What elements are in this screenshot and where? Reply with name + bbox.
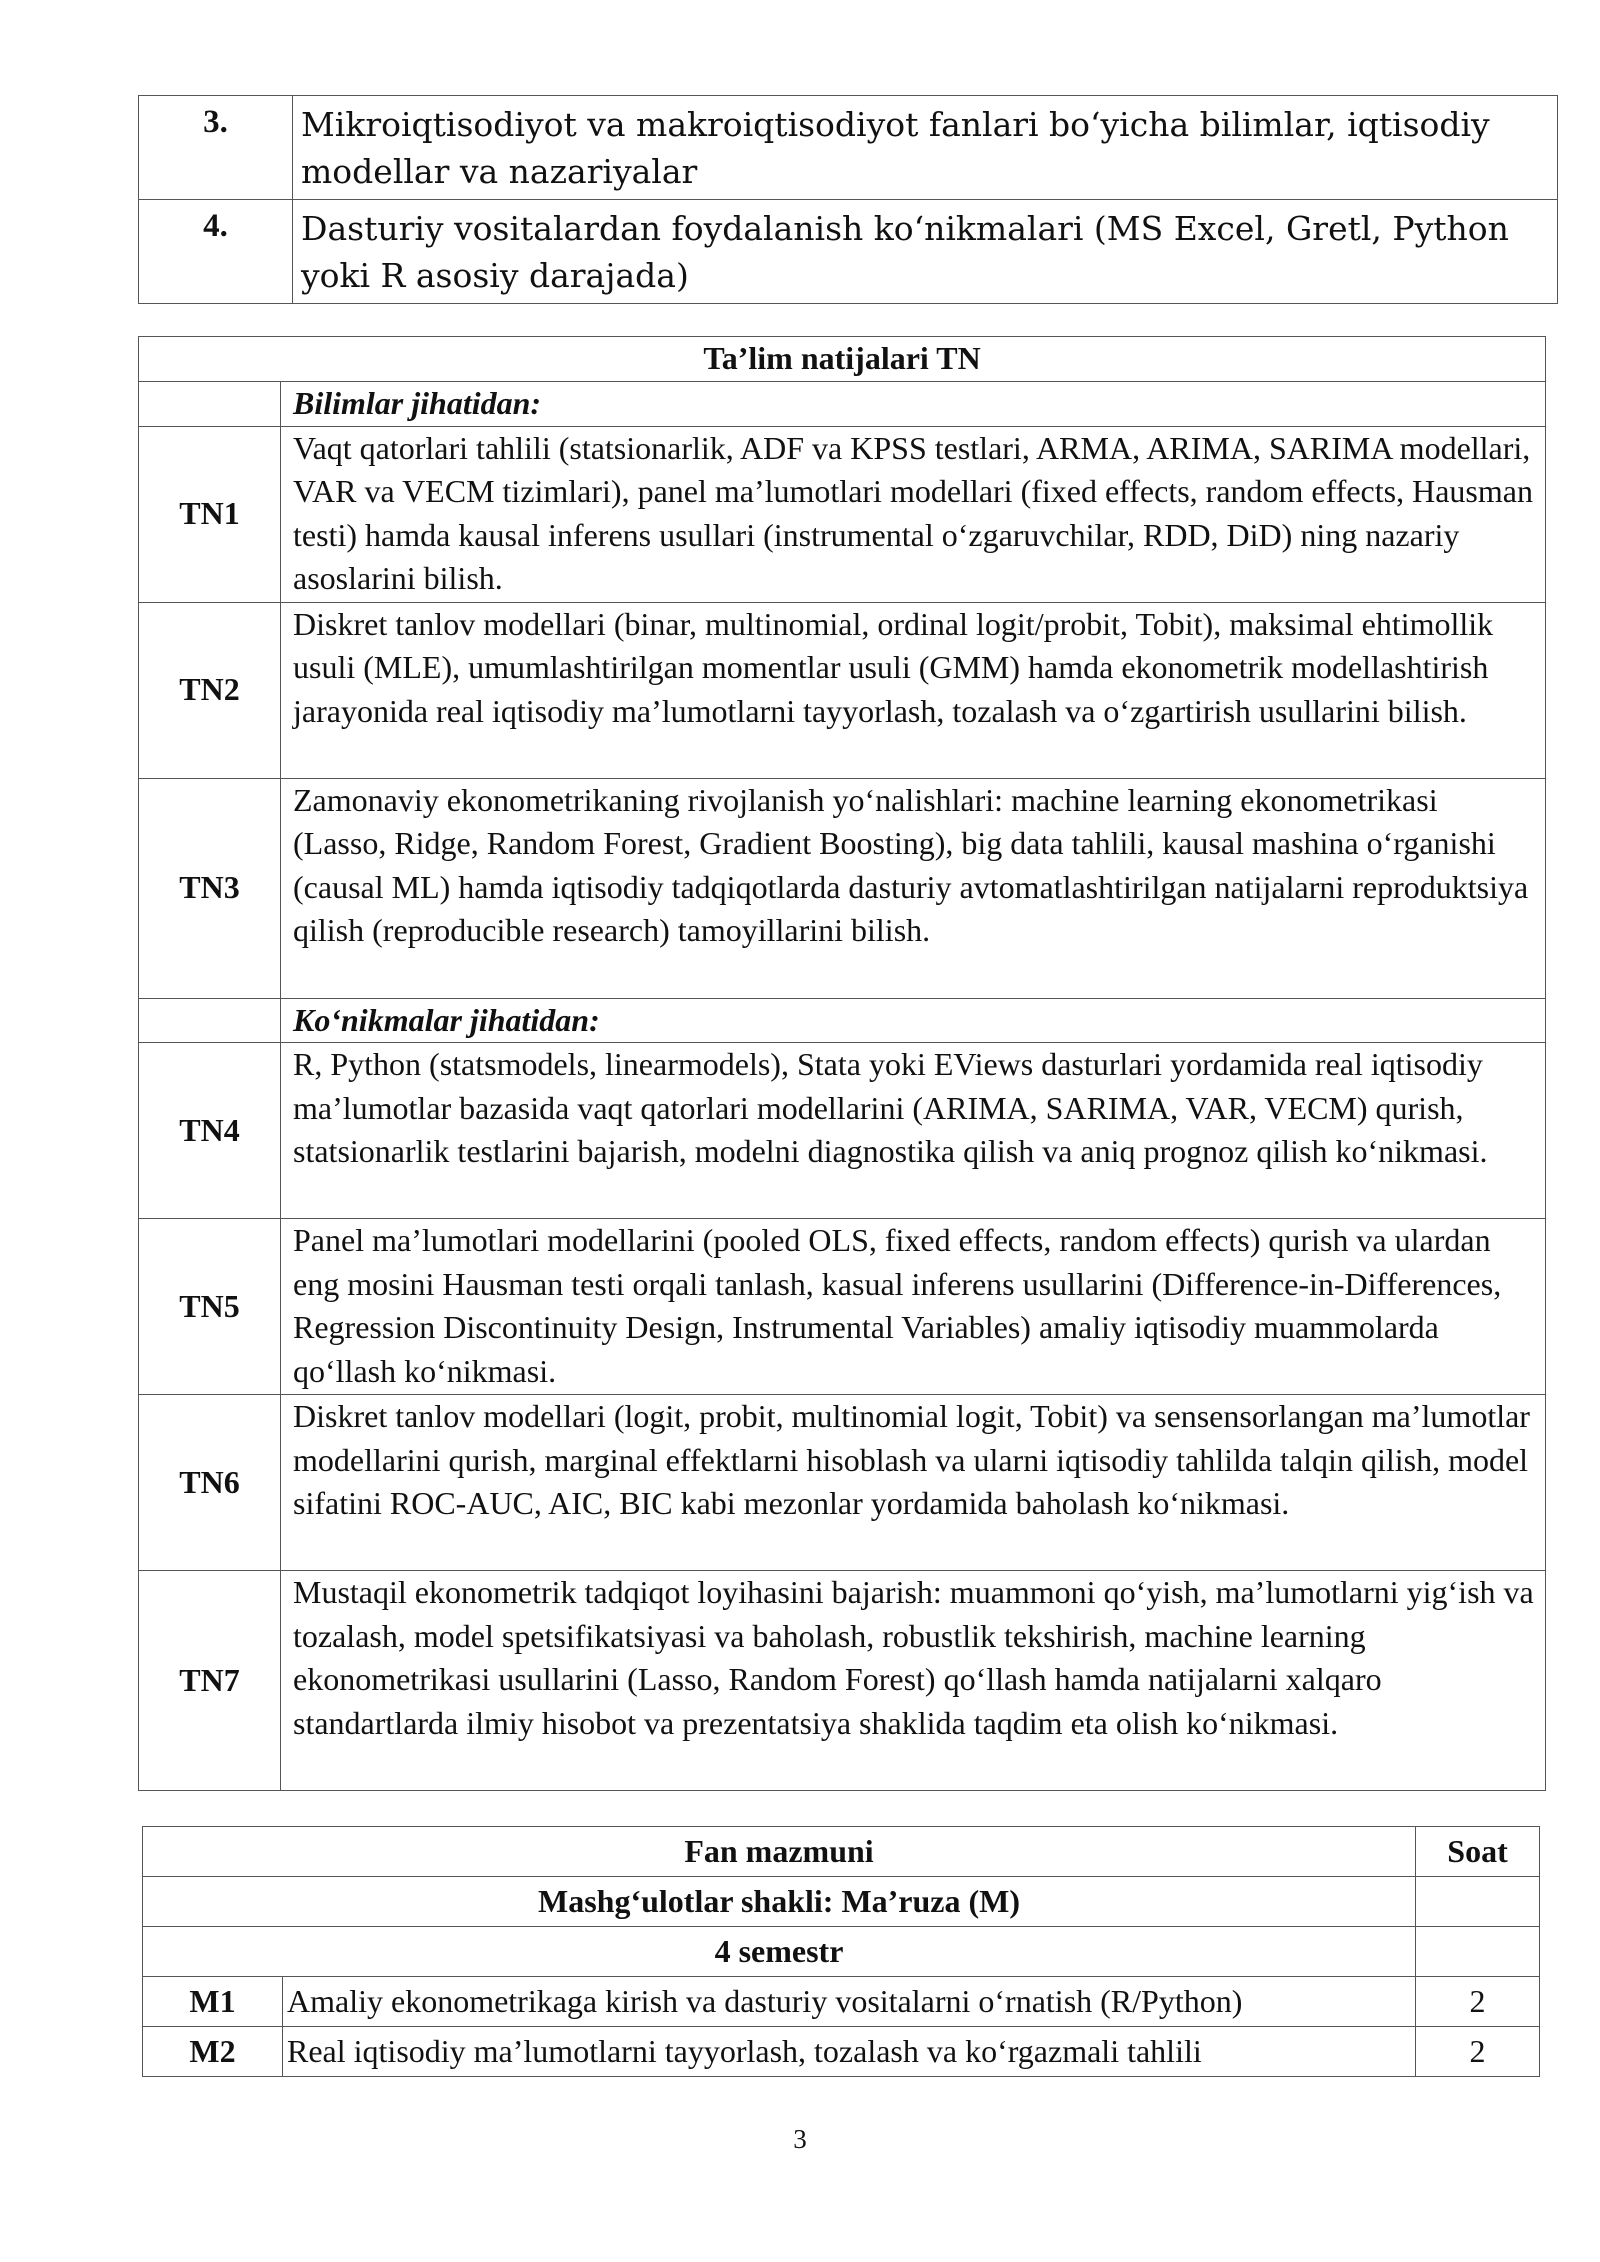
outcome-code: TN2 (139, 602, 281, 778)
table-row (143, 2027, 1540, 2077)
empty-cell (1416, 1927, 1540, 1977)
row-text: Mikroiqtisodiyot va makroiqtisodiyot fanlari bo‘yicha bilimlar, iqtisodiy modellar va nazariyalar (293, 96, 1558, 200)
table-row (143, 1977, 1540, 2027)
table-row (139, 426, 1546, 602)
outcome-text: Diskret tanlov modellari (logit, probit, multinomial logit, Tobit) va sensensorlangan ma’lumotlar modellarini qurish, marginal effektlarni hisoblash va ularni iqtisodiy tahlilda talqin qilish, model sifatini ROC-AUC, AIC, BIC kabi mezonlar yordamida baholash ko‘nikmasi. (281, 1395, 1546, 1571)
section-row (143, 1927, 1540, 1977)
empty-cell (1416, 1877, 1540, 1927)
outcome-code: TN7 (139, 1571, 281, 1791)
table-header-row (139, 337, 1546, 382)
skills-header: Ko‘nikmalar jihatidan: (281, 998, 1546, 1043)
lecture-title: Real iqtisodiy ma’lumotlarni tayyorlash, tozalash va ko‘rgazmali tahlili (283, 2027, 1416, 2077)
outcome-text: Panel ma’lumotlari modellarini (pooled OLS, fixed effects, random effects) qurish va ulardan eng mosini Hausman testi orqali tanlash, kasual inferens usullarini (Difference-in-Differences, Regression Discontinuity Design, Instrumental Variables) amaliy iqtisodiy muammolarda qo‘llash ko‘nikmasi. (281, 1219, 1546, 1395)
learning-outcomes-table (138, 336, 1546, 1791)
page-number: 3 (793, 2124, 807, 2154)
prerequisites-table (138, 95, 1558, 304)
outcome-code: TN5 (139, 1219, 281, 1395)
table-row (139, 96, 1558, 200)
section-row (139, 382, 1546, 427)
outcome-text: Mustaqil ekonometrik tadqiqot loyihasini bajarish: muammoni qo‘yish, ma’lumotlarni yig‘ish va tozalash, model spetsifikatsiyasi va baholash, robustlik tekshirish, machine learning ekonometrikasi usullarini (Lasso, Random Forest) qo‘llash hamda natijalarni xalqaro standartlarda ilmiy hisobot va prezentatsiya shaklida taqdim eta olish ko‘nikmasi. (281, 1571, 1546, 1791)
table-row (139, 200, 1558, 304)
row-number: 4. (139, 200, 293, 304)
section-row (139, 998, 1546, 1043)
knowledge-header: Bilimlar jihatidan: (281, 382, 1546, 427)
outcome-text: Vaqt qatorlari tahlili (statsionarlik, ADF va KPSS testlari, ARMA, ARIMA, SARIMA modellari, VAR va VECM tizimlari), panel ma’lumotlari modellari (fixed effects, random effects, Hausman testi) hamda kausal inferens usullari (instrumental o‘zgaruvchilar, RDD, DiD) ning nazariy asoslarini bilish. (281, 426, 1546, 602)
table-row (139, 1219, 1546, 1395)
table-row (139, 778, 1546, 998)
lecture-code: M1 (143, 1977, 283, 2027)
hours-header: Soat (1416, 1827, 1540, 1877)
row-text: Dasturiy vositalardan foydalanish ko‘nikmalari (MS Excel, Gretl, Python yoki R asosiy darajada) (293, 200, 1558, 304)
content-title: Fan mazmuni (143, 1827, 1416, 1877)
section-row (143, 1877, 1540, 1927)
lesson-form: Mashg‘ulotlar shakli: Ma’ruza (M) (143, 1877, 1416, 1927)
outcome-code: TN1 (139, 426, 281, 602)
semester-label: 4 semestr (143, 1927, 1416, 1977)
row-number: 3. (139, 96, 293, 200)
course-content-table (142, 1826, 1540, 2077)
outcome-text: Zamonaviy ekonometrikaning rivojlanish yo‘nalishlari: machine learning ekonometrikasi (Lasso, Ridge, Random Forest, Gradient Boosting), big data tahlili, kausal mashina o‘rganishi (causal ML) hamda iqtisodiy tadqiqotlarda dasturiy avtomatlashtirilgan natijalarni reproduktsiya qilish (reproducible research) tamoyillarini bilish. (281, 778, 1546, 998)
table-row (139, 1571, 1546, 1791)
lecture-code: M2 (143, 2027, 283, 2077)
outcome-code: TN3 (139, 778, 281, 998)
table-row (139, 1395, 1546, 1571)
lecture-hours: 2 (1416, 2027, 1540, 2077)
outcome-text: Diskret tanlov modellari (binar, multinomial, ordinal logit/probit, Tobit), maksimal ehtimollik usuli (MLE), umumlashtirilgan momentlar usuli (GMM) hamda ekonometrik modellashtirish jarayonida real iqtisodiy ma’lumotlarni tayyorlash, tozalash va o‘zgartirish usullarini bilish. (281, 602, 1546, 778)
outcome-text: R, Python (statsmodels, linearmodels), Stata yoki EViews dasturlari yordamida real iqtisodiy ma’lumotlar bazasida vaqt qatorlari modellarini (ARIMA, SARIMA, VAR, VECM) qurish, statsionarlik testlarini bajarish, modelni diagnostika qilish va aniq prognoz qilish ko‘nikmasi. (281, 1043, 1546, 1219)
empty-cell (139, 998, 281, 1043)
outcome-code: TN6 (139, 1395, 281, 1571)
table-row (139, 602, 1546, 778)
table-header-row (143, 1827, 1540, 1877)
outcomes-title: Ta’lim natijalari TN (139, 337, 1546, 382)
empty-cell (139, 382, 281, 427)
outcome-code: TN4 (139, 1043, 281, 1219)
lecture-hours: 2 (1416, 1977, 1540, 2027)
table-row (139, 1043, 1546, 1219)
lecture-title: Amaliy ekonometrikaga kirish va dasturiy vositalarni o‘rnatish (R/Python) (283, 1977, 1416, 2027)
